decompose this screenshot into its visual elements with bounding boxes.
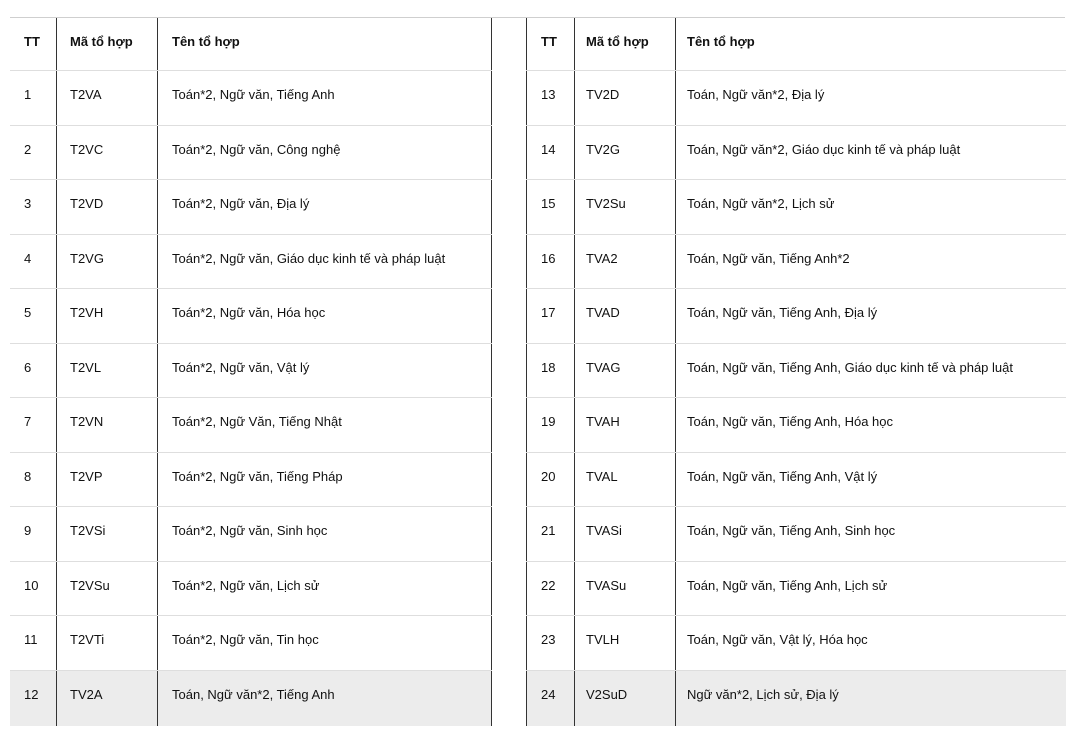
table-row [10,398,492,453]
cell-code: TV2D [575,71,676,125]
cell-code: T2VTi [57,616,158,670]
cell-code: T2VH [57,289,158,343]
cell-name: Toán, Ngữ văn*2, Tiếng Anh [158,671,492,726]
cell-code: TVASi [575,507,676,561]
cell-tt: 6 [10,344,57,398]
table-row [526,126,1066,181]
cell-tt: 7 [10,398,57,452]
table-header-row [526,18,1066,71]
table-left-panel [10,18,492,726]
table-row [526,398,1066,453]
table-row [526,453,1066,508]
table-row [526,235,1066,290]
cell-name: Toán*2, Ngữ văn, Giáo dục kinh tế và pháp luật [158,235,492,289]
cell-name: Toán, Ngữ văn, Tiếng Anh, Hóa học [687,414,894,429]
header-code: Mã tổ hợp [57,18,158,70]
cell-tt: 11 [10,616,57,670]
table-right-panel [526,18,1066,726]
cell-code: TV2G [575,126,676,180]
table-row [10,562,492,617]
cell-name: Toán, Ngữ văn*2, Địa lý [687,87,825,102]
cell-code: TVAH [575,398,676,452]
table-row [10,71,492,126]
table-row [10,453,492,508]
cell-code: T2VD [57,180,158,234]
cell-name: Toán*2, Ngữ văn, Tin học [158,616,492,670]
cell-name: Toán, Ngữ văn, Tiếng Anh, Giáo dục kinh tế và pháp luật [687,359,1013,375]
cell-name: Toán, Ngữ văn*2, Giáo dục kinh tế và pháp luật [687,141,961,157]
cell-name: Toán, Ngữ văn*2, Lịch sử [687,196,835,211]
cell-code: TVAD [575,289,676,343]
cell-code: TVASu [575,562,676,616]
header-name: Tên tổ hợp [158,18,492,70]
table-row [526,671,1066,726]
cell-name: Toán*2, Ngữ văn, Vật lý [158,344,492,398]
table-row [526,289,1066,344]
cell-code: T2VSu [57,562,158,616]
cell-name: Toán, Ngữ văn, Vật lý, Hóa học [687,632,868,647]
cell-tt: 18 [526,344,575,398]
cell-name: Toán, Ngữ văn, Tiếng Anh, Địa lý [687,305,878,320]
cell-code: TVAG [575,344,676,398]
table-row [10,671,492,726]
cell-name: Toán*2, Ngữ văn, Tiếng Anh [158,71,492,125]
cell-code: T2VP [57,453,158,507]
cell-tt: 17 [526,289,575,343]
cell-tt: 5 [10,289,57,343]
cell-code: TVA2 [575,235,676,289]
cell-code: V2SuD [575,671,676,726]
cell-code: TV2A [57,671,158,726]
cell-tt: 24 [526,671,575,726]
cell-name: Toán*2, Ngữ văn, Lịch sử [158,562,492,616]
table-row [526,507,1066,562]
cell-name: Toán*2, Ngữ văn, Sinh học [158,507,492,561]
cell-name: Ngữ văn*2, Lịch sử, Địa lý [687,686,839,702]
cell-tt: 16 [526,235,575,289]
table-row [10,289,492,344]
table-row [526,344,1066,399]
cell-tt: 3 [10,180,57,234]
cell-code: TV2Su [575,180,676,234]
table-row [526,562,1066,617]
cell-tt: 19 [526,398,575,452]
table-row [10,180,492,235]
cell-code: T2VSi [57,507,158,561]
cell-tt: 21 [526,507,575,561]
cell-code: TVAL [575,453,676,507]
cell-tt: 10 [10,562,57,616]
cell-tt: 20 [526,453,575,507]
cell-code: TVLH [575,616,676,670]
table-row [526,71,1066,126]
cell-tt: 14 [526,126,575,180]
cell-name: Toán*2, Ngữ văn, Tiếng Pháp [158,453,492,507]
cell-code: T2VG [57,235,158,289]
cell-tt: 1 [10,71,57,125]
cell-tt: 22 [526,562,575,616]
table-row [10,344,492,399]
table-row [10,616,492,671]
cell-tt: 2 [10,126,57,180]
table-row [10,507,492,562]
cell-code: T2VA [57,71,158,125]
header-name: Tên tổ hợp [687,34,755,49]
table-row [526,180,1066,235]
cell-tt: 4 [10,235,57,289]
table-left-body [10,71,492,726]
cell-tt: 12 [10,671,57,726]
cell-name: Toán, Ngữ văn, Tiếng Anh*2 [687,250,850,266]
header-code: Mã tổ hợp [575,18,676,70]
cell-tt: 9 [10,507,57,561]
header-tt: TT [10,18,57,70]
cell-name: Toán, Ngữ văn, Tiếng Anh, Vật lý [687,468,878,484]
cell-tt: 15 [526,180,575,234]
cell-code: T2VL [57,344,158,398]
cell-name: Toán, Ngữ văn, Tiếng Anh, Lịch sử [687,577,888,593]
table-row [526,616,1066,671]
header-tt: TT [526,18,575,70]
cell-tt: 13 [526,71,575,125]
table-row [10,126,492,181]
cell-tt: 8 [10,453,57,507]
cell-code: T2VC [57,126,158,180]
cell-name: Toán*2, Ngữ văn, Công nghệ [158,126,492,180]
table-header-row [10,18,492,71]
cell-name: Toán*2, Ngữ Văn, Tiếng Nhật [158,398,492,452]
cell-tt: 23 [526,616,575,670]
cell-code: T2VN [57,398,158,452]
table-row [10,235,492,290]
cell-name: Toán, Ngữ văn, Tiếng Anh, Sinh học [687,523,896,538]
table-right-body [526,71,1066,726]
cell-name: Toán*2, Ngữ văn, Địa lý [158,180,492,234]
cell-name: Toán*2, Ngữ văn, Hóa học [158,289,492,343]
